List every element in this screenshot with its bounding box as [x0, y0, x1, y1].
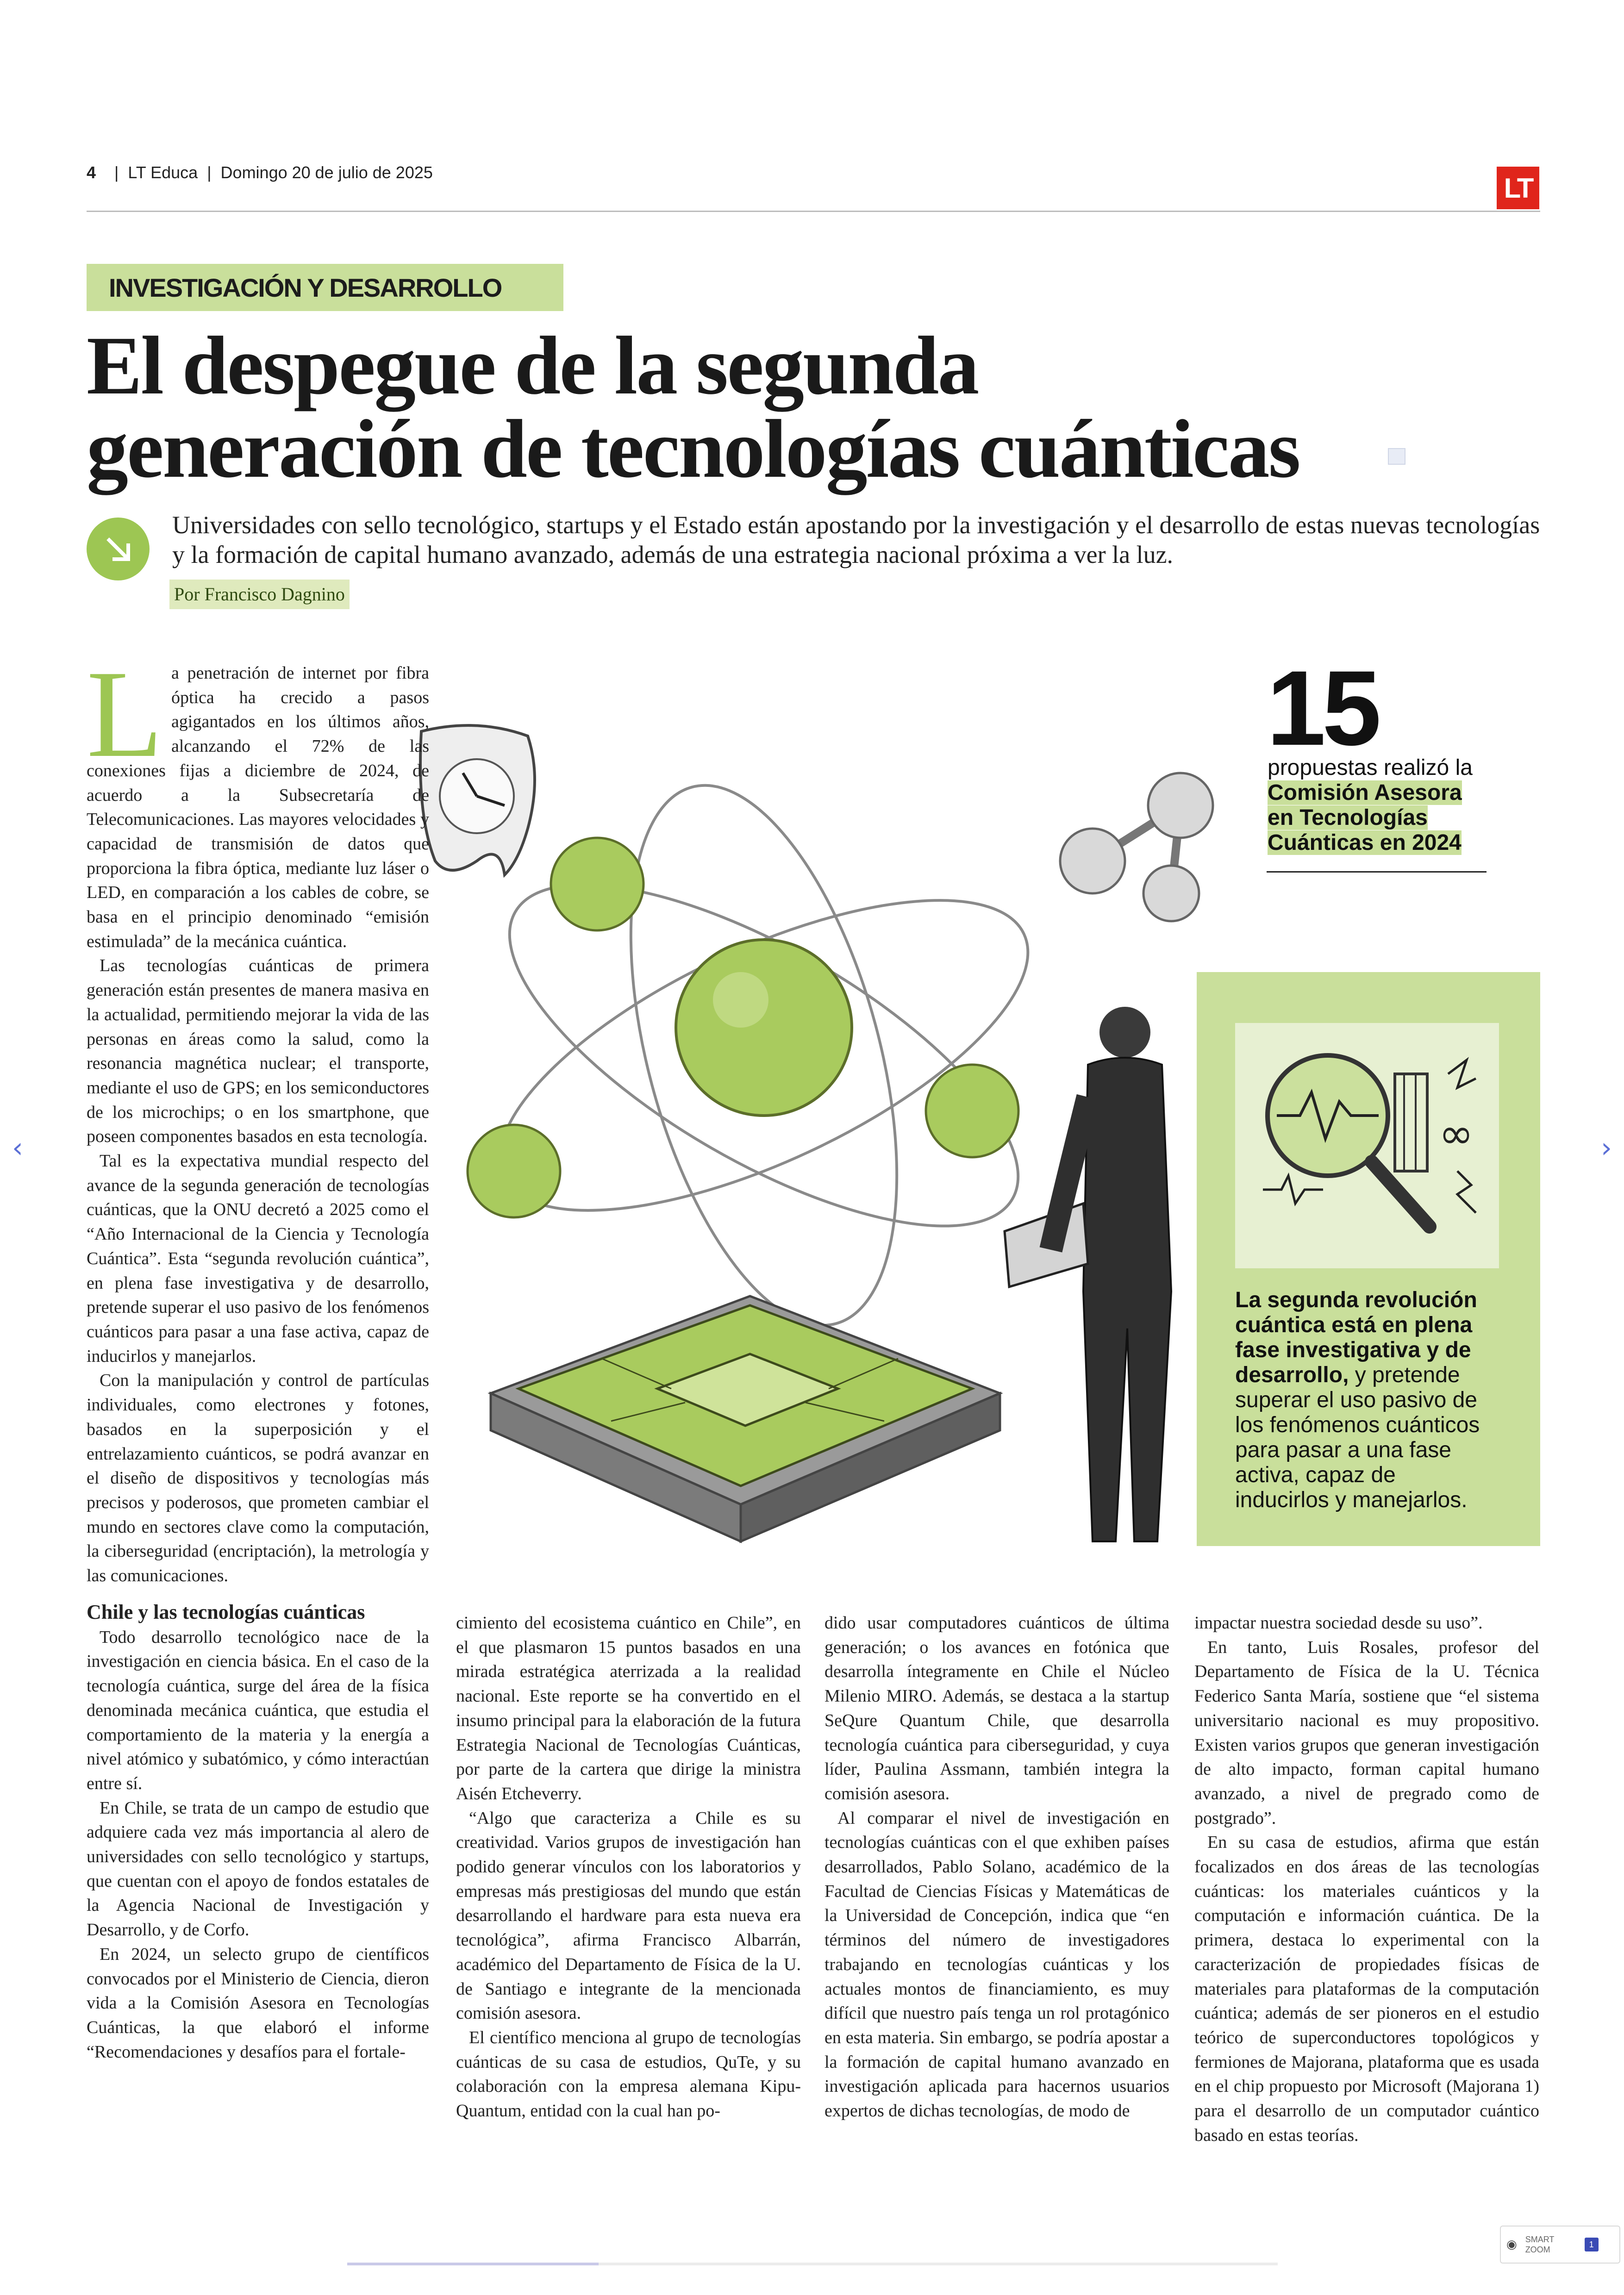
callout-rest: y pretende superar el uso pasivo de los fenómenos cuánticos para pasar a una fase activa, capaz de inducirlos y manejarlos. [1235, 1363, 1480, 1512]
paragraph: Tal es la expectativa mundial respecto del avance de la segunda generación de tecnologías cuánticas, que la ONU decretó a 2025 como el “Año Internacional de la Ciencia y Tecnología Cuántica”. Esta “segunda revolución cuántica”, en plena fase investigativa y de desarrollo, pretende superar el uso pasivo de los fenómenos cuánticos para pasar a una fase activa, capaz de inducirlos y manejarlos. [87, 1151, 429, 1366]
publication-name: LT Educa [128, 163, 198, 182]
smart-zoom-button[interactable] [1500, 2226, 1620, 2264]
drop-cap: L [87, 645, 163, 783]
callout-text [1235, 1288, 1494, 1513]
stat-description-prefix: propuestas realizó la [1268, 755, 1473, 780]
paragraph: cimiento del ecosistema cuántico en Chile”, en el que plasmaron 15 puntos basados en una mirada estratégica aterrizada a la realidad nacional. Este reporte se ha convertido en el insumo principal para la elaboración de la futura Estrategia Nacional de Tecnologías Cuánticas, por parte de la cartera que dirige la ministra Aisén Etcheverry. [456, 1613, 801, 1803]
paragraph: Todo desarrollo tecnológico nace de la investigación en ciencia básica. En el caso de la tecnología cuántica, surge del área de la física denominada mecánica cuántica, que estudia el comportamiento de la materia y la energía a nivel atómico y subatómico, y cómo interactúan entre sí. [87, 1627, 429, 1793]
next-page-arrow-icon[interactable]: › [1601, 1132, 1612, 1164]
page-number: 4 [87, 163, 96, 182]
section-label: INVESTIGACIÓN Y DESARROLLO [87, 264, 563, 311]
svg-text:∞: ∞ [1439, 1110, 1474, 1158]
callout-bold: La segunda revolución cuántica está en plena fase investigativa y de desarrollo, [1235, 1288, 1477, 1387]
magnifier-graph-icon [1235, 1023, 1499, 1268]
subheading: Chile y las tecnologías cuánticas [87, 1600, 365, 1623]
audio-marker-icon[interactable] [1388, 448, 1405, 465]
headline-line-2: generación de tecnologías cuánticas [87, 403, 1299, 495]
page-progress-fill [347, 2263, 599, 2265]
page-badge: 1 [1585, 2238, 1599, 2251]
paragraph: El científico menciona al grupo de tecnologías cuánticas de su casa de estudios, QuTe, y su colaboración con la empresa alemana Kipu-Quantum, entidad con la cual han po- [456, 2027, 801, 2121]
paragraph: En Chile, se trata de un campo de estudio que adquiere cada vez más importancia al alero de universidades con sello tecnológico y startups, que cuentan con el apoyo de fondos estatales de la Agencia Nacional de Investigación y Desarrollo, y de Corfo. [87, 1798, 429, 1940]
stat-divider [1267, 871, 1487, 873]
headline [87, 319, 1522, 495]
article-column-4 [1194, 1611, 1539, 2147]
smart-zoom-label: SMART ZOOM [1525, 2235, 1555, 2254]
paragraph: Al comparar el nivel de investigación en tecnologías cuánticas con el que exhiben países desarrollados, Pablo Solano, académico de la Facultad de Ciencias Físicas y Matemáticas de la Universidad de Concepción, indica que “en términos del número de investigadores trabajando en tecnologías cuánticas y los actuales montos de financiamiento, es muy difícil que nuestro país tenga un rol protagónico en esta materia. Sin embargo, se podría apostar a la formación de capital humano avanzado en investigación aplicada para hacernos usuarios expertos de dichas tecnologías, de modo de [824, 1808, 1169, 2121]
quantum-illustration [407, 648, 1333, 1611]
stat-highlight: Comisión Asesora en Tecnologías Cuánticas en 2024 [1268, 780, 1462, 855]
paragraph: impactar nuestra sociedad desde su uso”. [1194, 1613, 1483, 1633]
headline-line-1: El despegue de la segunda [87, 319, 978, 412]
paragraph: En tanto, Luis Rosales, profesor del Departamento de Física de la U. Técnica Federico Santa María, sostiene que “el sistema universitario nacional es muy propositivo. Existen varios grupos que generan investigación de alto impacto, forman capital humano avanzado, a nivel de pregrado como de postgrado”. [1194, 1637, 1539, 1828]
page-header: 4 | LT Educa | Domingo 20 de julio de 2025 [87, 163, 433, 182]
subtitle: Universidades con sello tecnológico, startups y el Estado están apostando por la investigación y el desarrollo de estas nuevas tecnologías y la formación de capital humano avanzado, además de una estrategia nacional próxima a ver la luz. [172, 511, 1540, 568]
article-column-2 [456, 1611, 801, 2123]
stat-description [1268, 755, 1490, 855]
paragraph: Con la manipulación y control de partículas individuales, como electrones y fotones, basados en la superposición y el entrelazamiento cuánticos, se podrá avanzar en el diseño de dispositivos y tecnologías más precisos y poderosos, que prometen cambiar el mundo en sectores clave como la computación, la ciberseguridad (encriptación), la metrología y las comunicaciones. [87, 1371, 429, 1586]
eye-icon: ◉ [1506, 2238, 1517, 2251]
paragraph: dido usar computadores cuánticos de última generación; o los avances en fotónica que desarrolla íntegramente en Chile el Núcleo Milenio MIRO. Además, se destaca a la startup SeQure Quantum Chile, que desarrolla tecnología cuántica para ciberseguridad, y cuya líder, Paulina Assmann, también integra la comisión asesora. [824, 1613, 1169, 1803]
article-column-1 [87, 645, 429, 2064]
paragraph: “Algo que caracteriza a Chile es su creatividad. Varios grupos de investigación han podido generar vínculos con los laboratorios y empresas más prestigiosas del mundo que están desarrollando el hardware para esta nueva era tecnológica”, afirma Francisco Albarrán, académico del Departamento de Física de la U. de Santiago e integrante de la mencionada comisión asesora. [456, 1808, 801, 2023]
paragraph: Las tecnologías cuánticas de primera generación están presentes de manera masiva en la actualidad, permitiendo mejorar la vida de las personas en áreas como la salud, como la resonancia magnética nuclear; el transporte, mediante el uso de GPS; en los semiconductores de los microchips; o en los smartphone, que poseen componentes basados en esta tecnología. [87, 956, 429, 1147]
issue-date: Domingo 20 de julio de 2025 [220, 163, 433, 182]
prev-page-arrow-icon[interactable]: ‹ [12, 1132, 23, 1164]
header-divider [87, 211, 1540, 212]
paragraph: a penetración de internet por fibra óptica ha crecido a pasos agigantados en los últimos años, alcanzando el 72% de las conexiones fijas a diciembre de 2024, de acuerdo a la Subsecretaría de Telecomunicaciones. Las mayores velocidades y capacidad de transmisión de datos que proporciona la fibra óptica, mediante luz láser o LED, en comparación a los cables de cobre, se basa en el principio denominado “emisión estimulada” de la mecánica cuántica. [87, 663, 429, 951]
byline: Por Francisco Dagnino [169, 580, 350, 609]
article-column-3 [824, 1611, 1169, 2123]
lt-logo: LT [1497, 167, 1539, 209]
paragraph: En 2024, un selecto grupo de científicos convocados por el Ministerio de Ciencia, dieron vida a la Comisión Asesora en Tecnologías Cuánticas, la que elaboró el informe “Recomendaciones y desafíos para el fortale- [87, 1944, 429, 2062]
arrow-down-right-icon [87, 518, 150, 580]
stat-number: 15 [1267, 649, 1378, 767]
paragraph: En su casa de estudios, afirma que están focalizados en dos áreas de las tecnologías cuánticas: los materiales cuánticos y la computación e información cuántica. De la primera, destaca lo experimental con la caracterización de propiedades físicas de materiales para plataformas de la computación cuántica; además de ser pioneros en el estudio teórico de superconductores topológicos y fermiones de Majorana, plataforma que es usada en el chip propuesto por Microsoft (Majorana 1) para el desarrollo de un computador cuántico basado en estas teorías. [1194, 1833, 1539, 2145]
